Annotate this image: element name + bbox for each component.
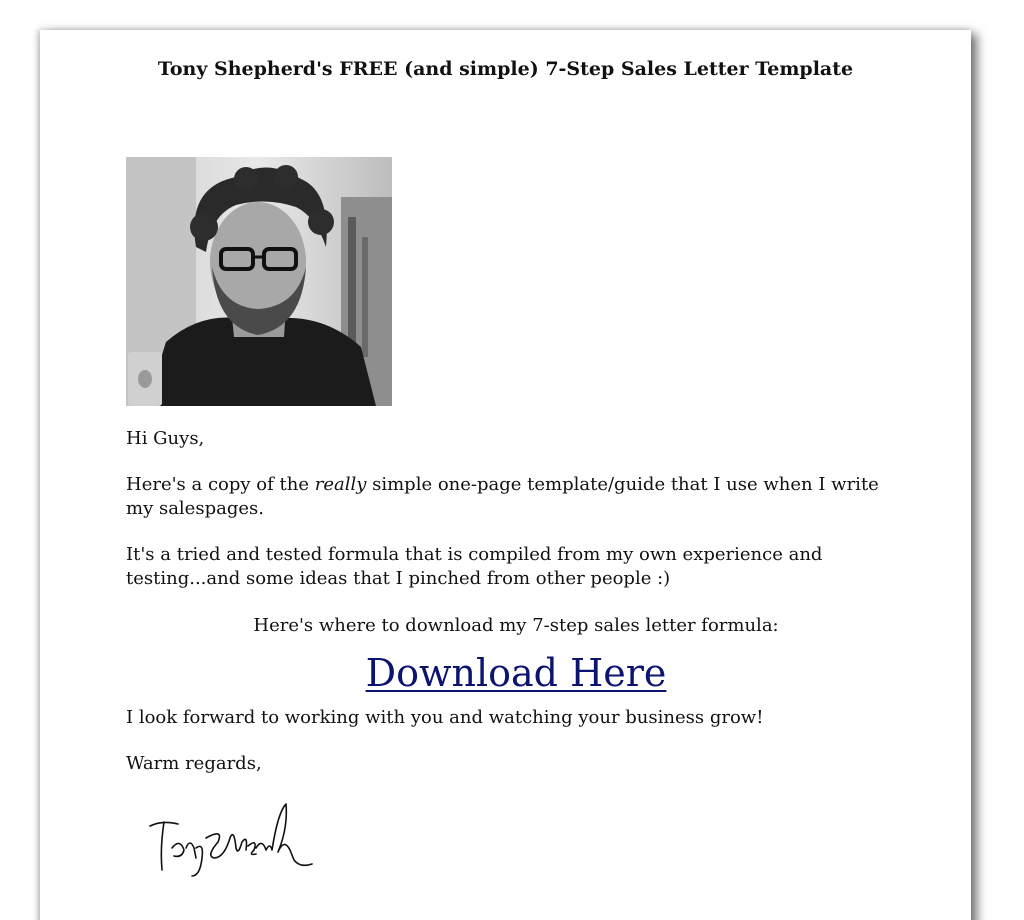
download-intro-text: Here's where to download my 7-step sales letter formula: xyxy=(253,615,779,636)
download-link[interactable]: Download Here xyxy=(365,651,667,695)
sign-off-text: Warm regards, xyxy=(126,753,262,774)
intro-text-end: simple one-page template/guide that I use when I write my salespages. xyxy=(126,474,879,519)
page-title: Tony Shepherd's FREE (and simple) 7-Step Sales Letter Template xyxy=(157,58,854,80)
handwritten-signature-icon xyxy=(144,798,314,878)
closing-text: I look forward to working with you and watching your business grow! xyxy=(126,707,764,728)
letter-content xyxy=(126,157,906,878)
letter-sheet xyxy=(40,30,971,920)
author-photo xyxy=(126,157,392,406)
download-section xyxy=(126,650,906,696)
intro-paragraph xyxy=(126,473,906,521)
intro-text-start: Here's a copy of the xyxy=(126,474,315,495)
signature xyxy=(144,798,314,878)
author-portrait-icon xyxy=(126,157,392,406)
greeting-text: Hi Guys, xyxy=(126,428,205,449)
formula-paragraph: It's a tried and tested formula that is compiled from my own experience and testing...and some ideas that I pinched from other people :) xyxy=(126,544,823,589)
intro-emphasis: really xyxy=(314,474,367,495)
